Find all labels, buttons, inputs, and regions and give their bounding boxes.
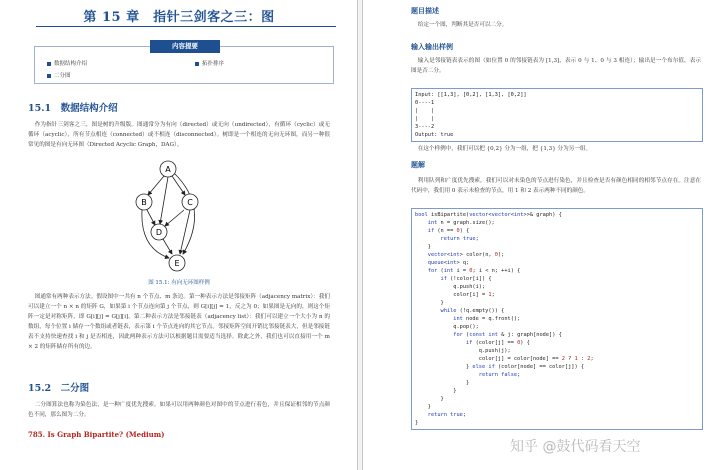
paragraph: 在这个样例中，我们可以把 {0,2} 分为一组，把 {1,3} 分为另一组。	[417, 146, 592, 152]
problem-title: 785. Is Graph Bipartite? (Medium)	[28, 430, 165, 439]
paragraph: 输入是邻接链表表示的图（如位置 0 的邻接链表为 [1,3]，表示 0 与 1、0 与 3 相连）；输出是一个布尔值，表示图是否二分。	[411, 58, 701, 74]
watermark: 知乎 @鼓代码看天空	[510, 439, 641, 455]
summary-item: 拓扑排序	[195, 59, 224, 67]
code-block: bool isBipartite(vector<vector<int>>& graph) { int n = graph.size(); if (n == 0) { return true; } vector<int> color(n, 0); queue<int> q; for (int i = 0; i < n; ++i) { if (!color[i]) { q.push(i); color[i] = 1; } while (!q.empty()) { int node = q.front(); q.pop(); for (const int & j: graph[node]) { if (color[j] == 0) { q.push(j); color[j] = color[node] == 2 ? 1 : 2; } else if (color[node] == color[j]) { return false; } } } } return true; }	[411, 208, 703, 430]
bullet-square-icon	[47, 62, 51, 66]
subsection-heading: 题解	[411, 160, 425, 169]
section-title: 15.1 数据结构介绍	[28, 103, 118, 114]
node-d	[151, 224, 167, 240]
section-title: 15.2 二分图	[28, 383, 90, 394]
edge-c-d	[165, 210, 184, 226]
paragraph: 利用队列和广度优先搜索，我们可以对未染色的节点进行染色，并且检查是否有颜色相同的相邻节点存在。注意在代码中，我们用 0 表示未检查的节点，用 1 和 2 表示两种不同的颜色。	[411, 178, 701, 194]
svg-text:B: B	[141, 198, 147, 207]
left-page	[0, 0, 358, 470]
edge-c-e	[180, 210, 190, 254]
node-e	[169, 255, 185, 271]
subsection-heading: 题目描述	[411, 6, 439, 15]
dag-edges	[142, 173, 195, 258]
example-box: Input: [[1,3], [0,2], [1,3], [0,2]] 0----1 | | | | 3----2 Output: true	[411, 88, 703, 142]
bullet-square-icon	[47, 74, 51, 78]
summary-item: 数据结构介绍	[47, 59, 87, 67]
figure-caption: 图 15.1: 有向无环图样例	[148, 280, 210, 286]
edge-a-e	[174, 173, 195, 254]
node-b	[136, 194, 152, 210]
edge-d-e	[163, 239, 172, 254]
summary-item: 二分图	[47, 71, 71, 79]
node-c	[182, 194, 198, 210]
svg-text:D: D	[155, 228, 163, 237]
edge-a-d	[160, 177, 168, 224]
paragraph: 二分图算法也称为染色法，是一种广度优先搜索。如果可以用两种颜色对图中的节点进行着色，并且保证相邻的节点颜色不同，那么图为二分。	[28, 402, 330, 418]
svg-text:C: C	[187, 198, 193, 207]
edge-a-b	[148, 176, 164, 195]
dag-figure	[120, 158, 240, 276]
summary-heading: 内容提要	[150, 40, 220, 53]
edge-b-d	[147, 210, 155, 225]
subsection-heading: 输入输出样例	[411, 42, 453, 51]
paragraph: 给定一个图，判断其是否可以二分。	[417, 22, 508, 28]
chapter-rule	[36, 26, 336, 27]
svg-text:E: E	[174, 259, 180, 268]
edge-a-c	[172, 176, 185, 195]
bullet-square-icon	[195, 62, 199, 66]
svg-text:A: A	[165, 165, 171, 174]
paragraph: 图通常有两种表示方法。假设图中一共有 n 个节点、m 条边。第一种表示方法是邻接矩阵（adjacency matrix）：我们可以建立一个 n × n 的矩阵 G，如果第 i 个节点连向第 j 个节点，则 G[i][j] = 1，反之为 0；如果图是无向的，则这个矩阵一定是对称矩阵，即 G[i][j] = G[j][i]。第二种表示方法是邻接链表（adjacency list）：我们可以建立一个大小为 n 的数组，每个位置 i 储存一个数组或者链表，表示第 i 个节点连向的其它节点。邻接矩阵空间开销比邻接链表大，但是邻接链表不支持快速查找 i 和 j 是否相连，因此两种表示方法可以根据题目需要适当选择。除此之外，我们也可以直接用一个 m × 2 的矩阵储存所有的边。	[28, 294, 330, 350]
paragraph: 作为指针三剑客之三，图是树的升级版。图通常分为有向（directed）或无向（undirected），有循环（cyclic）或无循环（acyclic），所有节点相连（connected）或不相连（disconnected）。树即是一个相连的无向无环图，而另一种很常见的图是有向无环图（Directed Acyclic Graph，DAG）。	[28, 122, 330, 148]
right-page	[362, 0, 720, 470]
summary-box	[34, 42, 334, 84]
node-a	[160, 161, 176, 177]
chapter-title: 第 15 章 指针三剑客之三：图	[83, 10, 275, 25]
